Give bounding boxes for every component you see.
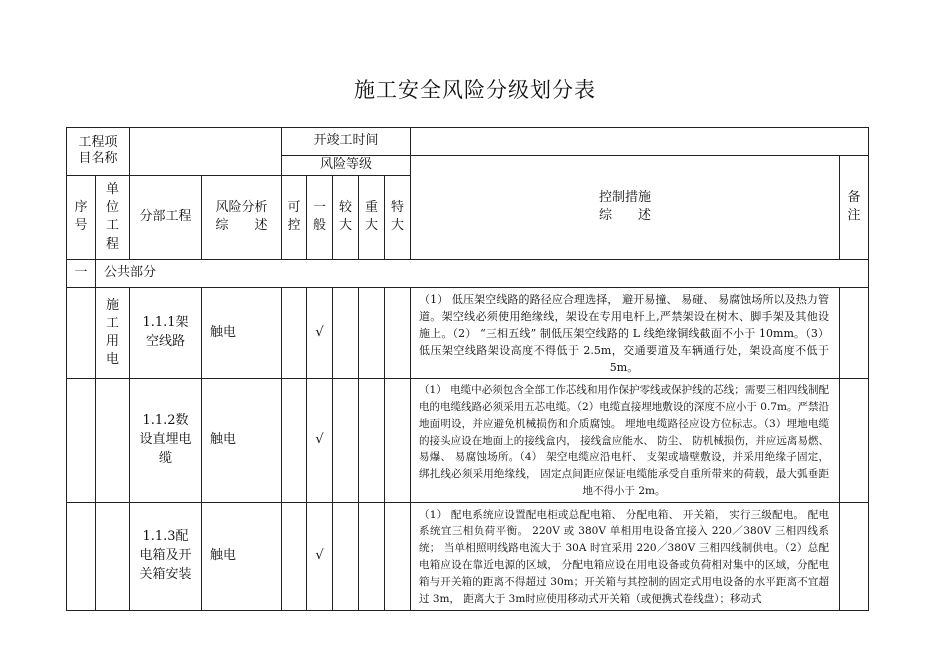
row-risk: 触电 xyxy=(202,503,282,611)
section-name: 公共部分 xyxy=(96,259,869,287)
project-name-label: 工程项目名称 xyxy=(67,128,130,176)
row-remark xyxy=(840,287,869,378)
row-level-major xyxy=(359,287,385,378)
row-level-larger xyxy=(333,287,359,378)
row-seq xyxy=(67,379,96,503)
row-sub: 1.1.1架空线路 xyxy=(130,287,202,378)
row-level-general: √ xyxy=(307,503,333,611)
row-seq xyxy=(67,503,96,611)
row-sub: 1.1.3配电箱及开关箱安装 xyxy=(130,503,202,611)
page-title: 施工安全风险分级划分表 xyxy=(354,78,596,102)
control-header-label: 控制措施综 述 xyxy=(599,189,652,224)
row-sub: 1.1.2数设直埋电缆 xyxy=(130,379,202,503)
row-level-larger xyxy=(333,379,359,503)
seq-header: 序号 xyxy=(67,175,96,259)
row-unit: 施工用电 xyxy=(96,287,130,378)
row-level-extra xyxy=(385,379,411,503)
row-level-extra xyxy=(385,287,411,378)
row-control: （1） 电缆中必须包含全部工作芯线和用作保护零线或保护线的芯线；需要三相四线制配电的电缆线路必须采用五芯电缆。（2）电缆直接埋地敷设的深度不应小于 0.7m。严禁沿地面明设，并应避免机械损伤和介质腐蚀。 埋地电缆路径应设方位标志。（3）埋地电缆的接头应设在地面上的接线盒内， 接线盒应能水、 防尘、 防机械损伤，并应远离易燃、易爆、 易腐蚀场所。（4） 架空电缆应沿电杆、 支架或墙壁敷设，并采用绝缘子固定，绑扎线必须采用绝缘线， 固定点间距应保证电缆能承受自重所带来的荷载，最大弧垂距地不得小于 2m。 xyxy=(411,379,840,503)
risk-analysis-header: 风险分析综 述 xyxy=(202,175,282,259)
level-larger: 较大 xyxy=(333,175,359,259)
row-level-major xyxy=(359,379,385,503)
row-level-major xyxy=(359,503,385,611)
start-end-time-label: 开竣工时间 xyxy=(282,128,411,156)
risk-table xyxy=(66,127,869,611)
row-level-controllable xyxy=(282,379,307,503)
section-number: 一 xyxy=(67,259,96,287)
row-level-controllable xyxy=(282,503,307,611)
row-remark xyxy=(840,379,869,503)
row-level-general: √ xyxy=(307,379,333,503)
row-control: （1） 配电系统应设置配电柜或总配电箱、 分配电箱、 开关箱， 实行三级配电。 配电系统宜三相负荷平衡。 220V 或 380V 单相用电设备宜接入 220／380V 三相四线系统； 当单相照明线路电流大于 30A 时宜采用 220／380V 三相四线制供电。（2）总配电箱应设在靠近电源的区域， 分配电箱应设在用电设备或负荷相对集中的区域，分配电箱与开关箱的距离不得超过 30m；开关箱与其控制的固定式用电设备的水平距离不宜超过 3m， 距离大于 3m时应使用移动式开关箱（或便携式卷线盘）；移动式 xyxy=(411,503,840,611)
row-level-extra xyxy=(385,503,411,611)
level-extra: 特大 xyxy=(385,175,411,259)
row-remark xyxy=(840,503,869,611)
risk-level-label: 风险等级 xyxy=(282,156,411,176)
unit-header: 单位工程 xyxy=(96,175,130,259)
row-unit xyxy=(96,503,130,611)
row-risk: 触电 xyxy=(202,379,282,503)
level-controllable: 可控 xyxy=(282,175,307,259)
row-level-larger xyxy=(333,503,359,611)
row-unit xyxy=(96,379,130,503)
row-level-controllable xyxy=(282,287,307,378)
row-control: （1） 低压架空线路的路径应合理选择， 避开易撞、 易碰、 易腐蚀场所以及热力管道。架空线必须使用绝缘线，架设在专用电杆上,严禁架设在树木、脚手架及其他设施上。（2） “三相五线” 制低压架空线路的 L 线绝缘铜线截面不小于 10mm。（3）低压架空线路架设高度不得低于 2.5m，交通要道及车辆通行处，架设高度不低于 5m。 xyxy=(411,287,840,378)
project-name-value xyxy=(130,128,282,176)
control-header xyxy=(411,156,840,260)
start-end-time-value xyxy=(411,128,869,156)
row-level-general: √ xyxy=(307,287,333,378)
level-major: 重大 xyxy=(359,175,385,259)
sub-header: 分部工程 xyxy=(130,175,202,259)
row-seq xyxy=(67,287,96,378)
remark-header: 备注 xyxy=(840,156,869,260)
row-risk: 触电 xyxy=(202,287,282,378)
level-general: 一般 xyxy=(307,175,333,259)
